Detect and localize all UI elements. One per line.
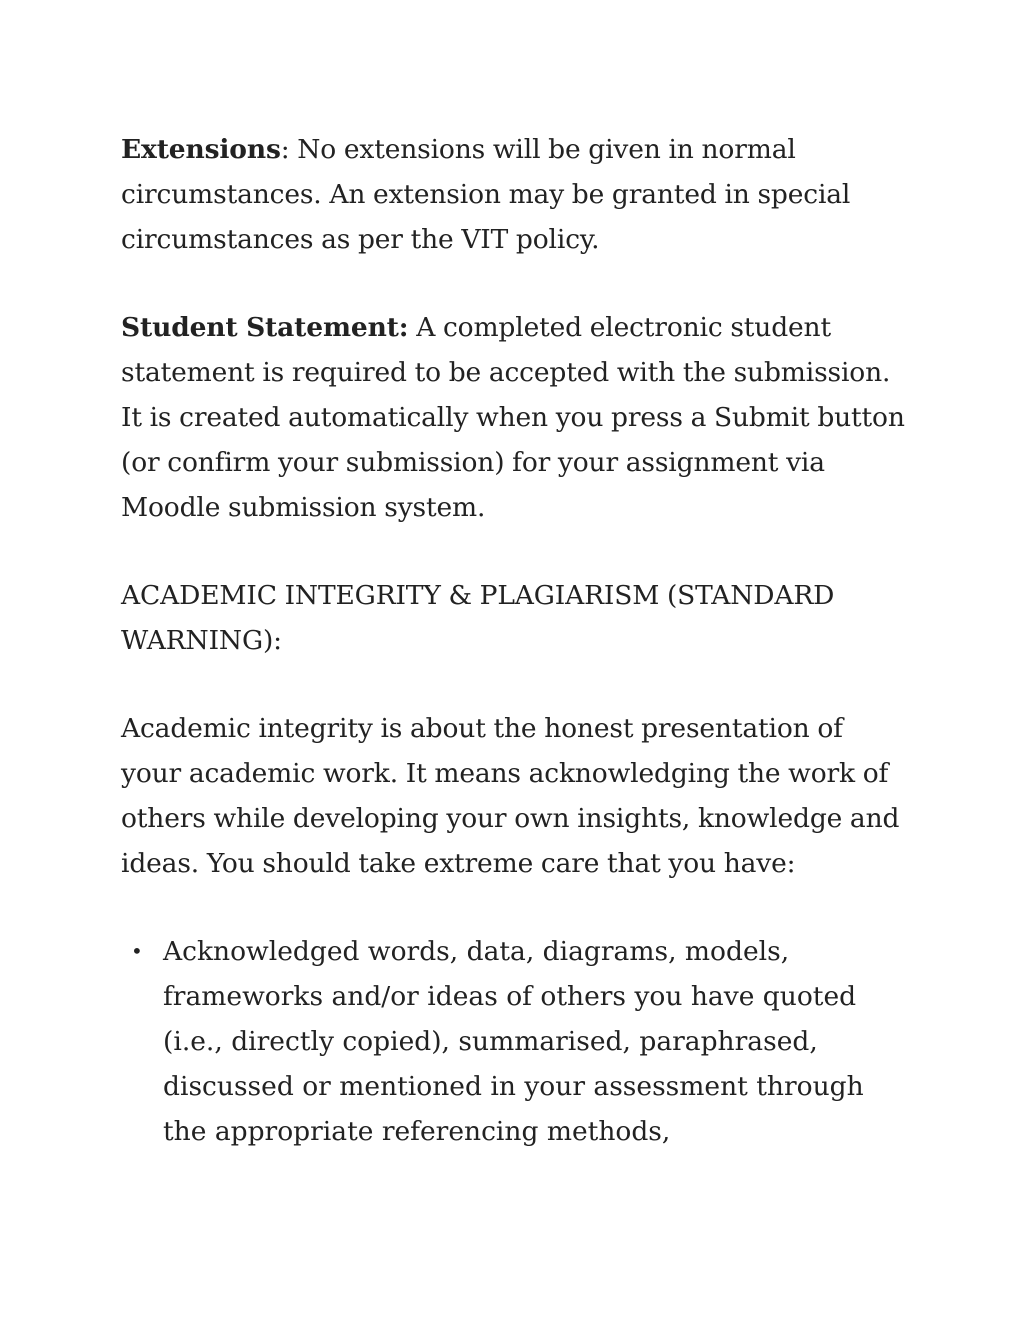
student-statement-paragraph — [121, 305, 906, 530]
bullet-icon: • — [131, 939, 143, 963]
extensions-text: : No extensions will be given in normal circumstances. An extension may be granted in special circumstances as per the VIT policy. — [121, 134, 851, 255]
academic-integrity-heading: ACADEMIC INTEGRITY & PLAGIARISM (STANDARD WARNING): — [121, 580, 835, 656]
extensions-paragraph — [121, 127, 906, 262]
care-list — [121, 929, 906, 1154]
list-item — [121, 929, 906, 1154]
student-statement-text: A completed electronic student statement is required to be accepted with the submission. It is created automatically when you press a Submit button (or confirm your submission) for your assignment via Moodle submission system. — [121, 312, 905, 523]
list-item-text: Acknowledged words, data, diagrams, models, frameworks and/or ideas of others you have quoted (i.e., directly copied), summarised, paraphrased, discussed or mentioned in your assessment through the appropriate referencing methods, — [163, 936, 864, 1147]
academic-integrity-intro: Academic integrity is about the honest presentation of your academic work. It means acknowledging the work of others while developing your own insights, knowledge and ideas. You should take extreme care that you have: — [121, 713, 900, 879]
student-statement-label: Student Statement: — [121, 312, 409, 343]
document-page — [121, 127, 906, 1154]
extensions-label: Extensions — [121, 134, 281, 165]
